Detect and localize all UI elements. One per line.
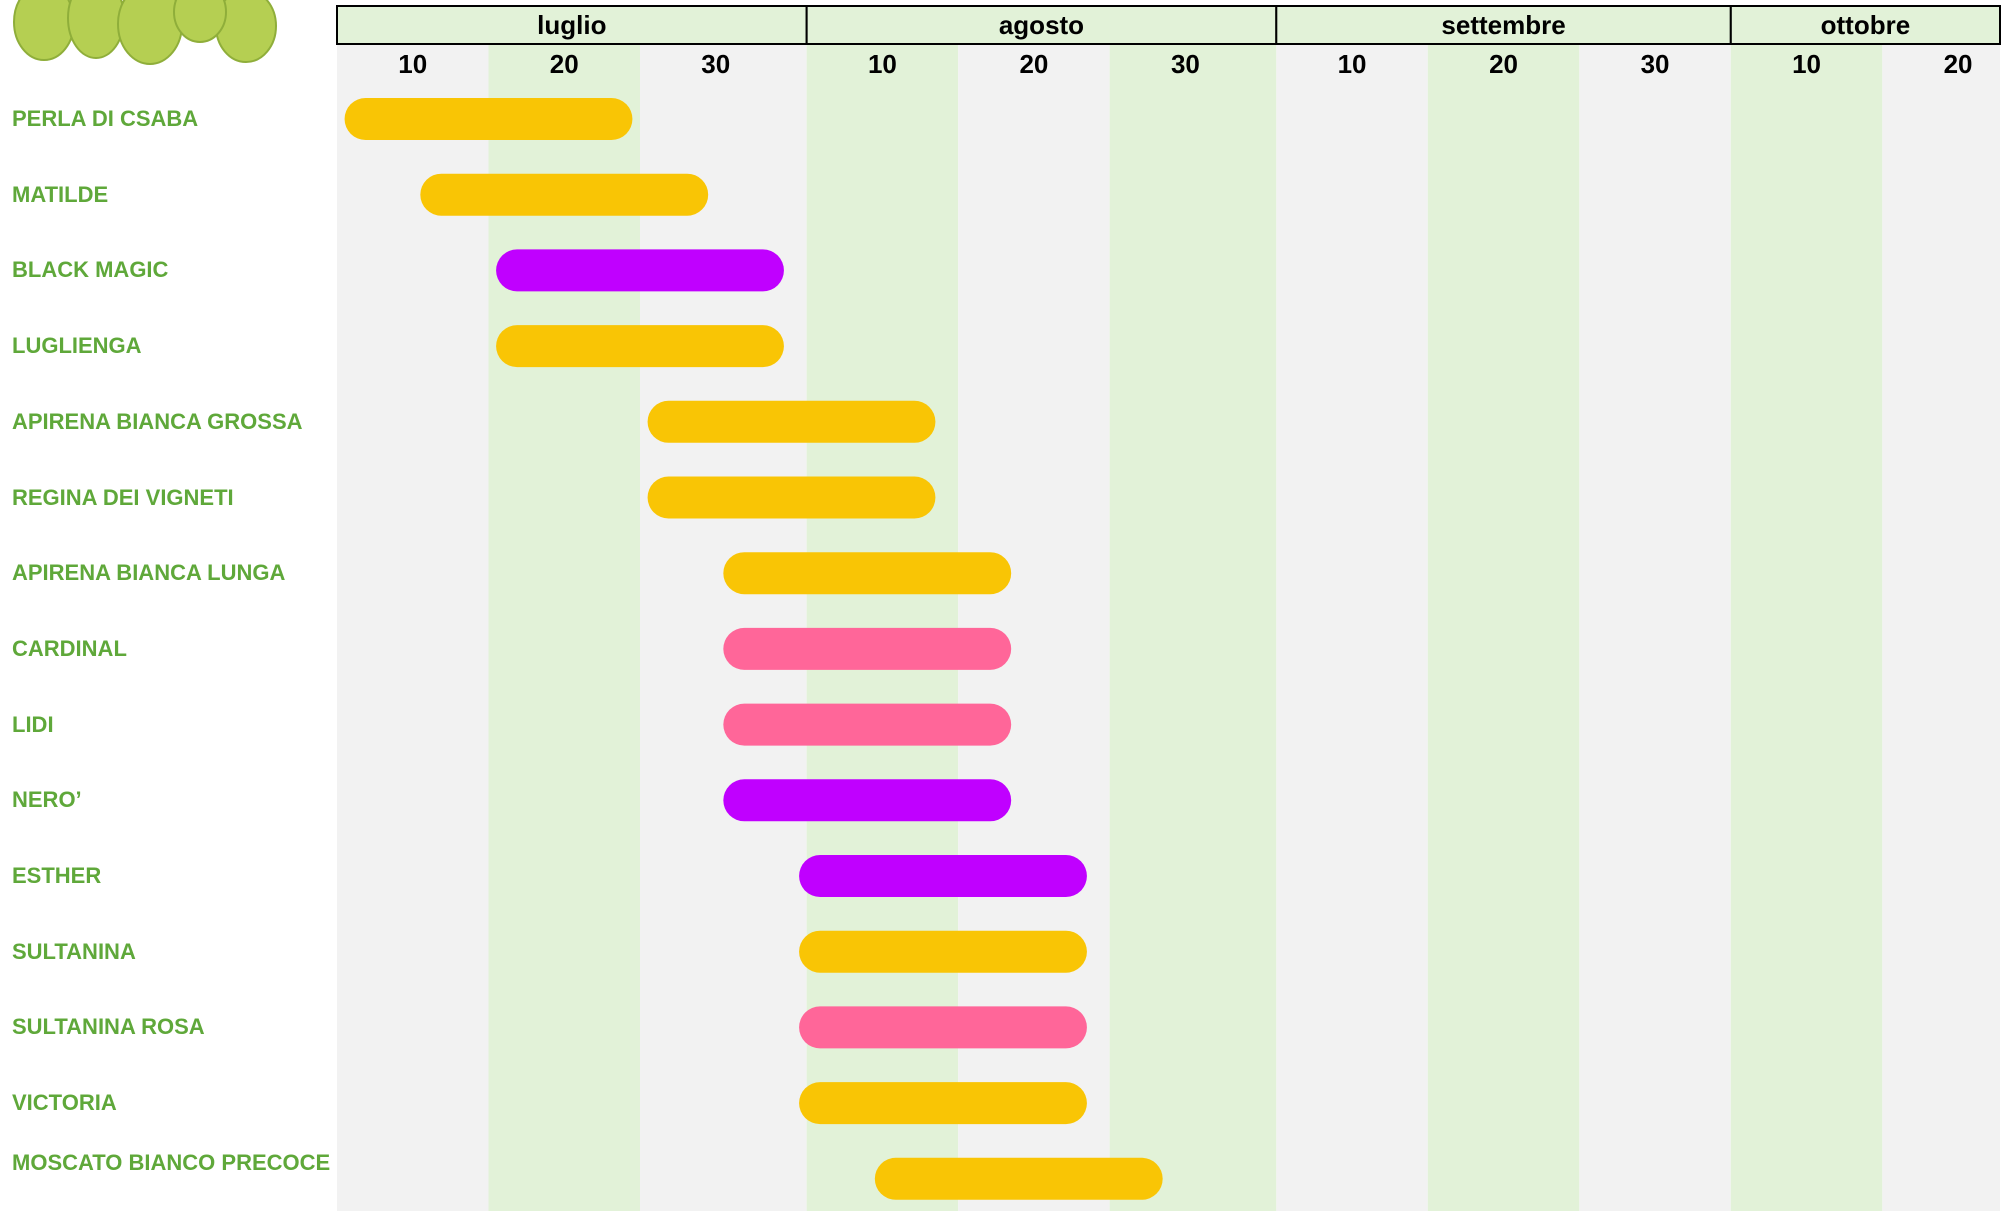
month-label: ottobre <box>1820 10 1911 40</box>
background-band <box>1276 44 1428 1211</box>
tick-label: 10 <box>1337 49 1367 79</box>
tick-label: 10 <box>867 49 897 79</box>
tick-label: 30 <box>1640 49 1670 79</box>
background-band <box>640 44 807 1211</box>
grape-berry <box>68 0 124 58</box>
variety-label: LUGLIENGA <box>12 333 142 359</box>
harvest-bar <box>799 931 1087 973</box>
harvest-bar <box>723 779 1011 821</box>
grape-berry <box>118 0 182 64</box>
harvest-bar <box>648 477 936 519</box>
variety-label: BLACK MAGIC <box>12 257 169 283</box>
harvest-bar <box>723 628 1011 670</box>
background-band <box>1110 44 1277 1211</box>
variety-label: LIDI <box>12 711 54 737</box>
tick-label: 20 <box>1489 49 1519 79</box>
variety-label: MOSCATO BIANCO PRECOCE <box>12 1149 331 1175</box>
month-label: luglio <box>537 10 607 40</box>
variety-label: ESTHER <box>12 863 102 888</box>
background-band <box>489 44 641 1211</box>
background-band <box>337 44 489 1211</box>
tick-label: 10 <box>1792 49 1822 79</box>
tick-label: 20 <box>1943 49 1973 79</box>
variety-label: PERLA DI CSABA <box>12 106 199 131</box>
variety-label: REGINA DEI VIGNETI <box>12 484 234 510</box>
harvest-bar <box>496 249 784 291</box>
variety-label: VICTORIA <box>12 1090 117 1116</box>
variety-label: NERO’ <box>12 787 82 813</box>
variety-label: APIRENA BIANCA GROSSA <box>12 408 303 434</box>
variety-label: SULTANINA ROSA <box>12 1014 205 1040</box>
tick-label: 20 <box>1019 49 1049 79</box>
harvest-bar <box>496 325 784 367</box>
variety-label: MATILDE <box>12 181 109 207</box>
harvest-bar <box>799 1006 1087 1048</box>
harvest-bar <box>799 855 1087 897</box>
variety-label: SULTANINA <box>12 938 136 964</box>
tick-label: 10 <box>398 49 428 79</box>
month-label: agosto <box>998 10 1085 40</box>
tick-label: 30 <box>1170 49 1200 79</box>
harvest-bar <box>648 401 936 443</box>
variety-label: CARDINAL <box>12 635 127 661</box>
tick-label: 30 <box>701 49 731 79</box>
background-band <box>1882 44 2000 1211</box>
month-label: settembre <box>1441 10 1566 40</box>
variety-label: APIRENA BIANCA LUNGA <box>12 560 286 586</box>
harvest-bar <box>345 98 633 140</box>
background-band <box>1731 44 1883 1211</box>
green-grapes-icon <box>14 0 276 64</box>
grape-berry <box>14 0 74 60</box>
harvest-bar <box>420 174 708 216</box>
background-band <box>1579 44 1731 1211</box>
harvest-bar <box>799 1082 1087 1124</box>
harvest-bar <box>875 1158 1163 1200</box>
harvest-bar <box>723 552 1011 594</box>
tick-label: 20 <box>549 49 579 79</box>
background-band <box>1428 44 1580 1211</box>
harvest-bar <box>723 704 1011 746</box>
